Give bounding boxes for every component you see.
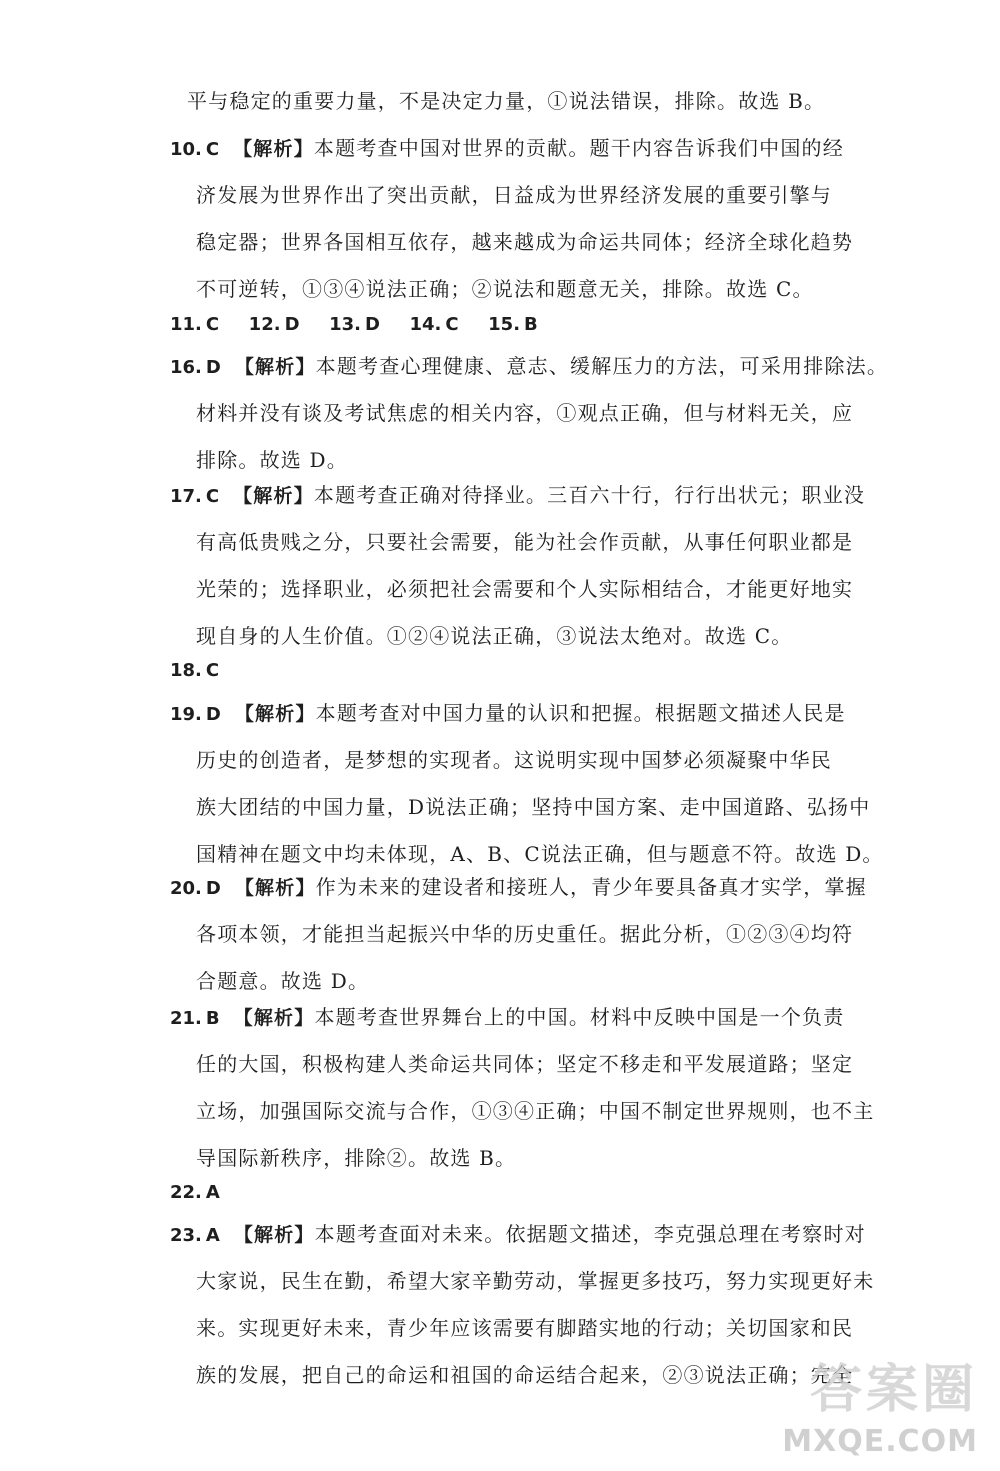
analysis-tag: 【解析】: [233, 485, 314, 507]
answer-letter: D: [284, 314, 300, 335]
text-line: [170, 482, 865, 510]
analysis-tag: 【解析】: [234, 877, 316, 899]
question-number: 20.: [170, 878, 202, 899]
analysis-tag: 【解析】: [233, 1224, 315, 1246]
short-answer: [409, 311, 458, 335]
text-line: [170, 874, 867, 902]
question-number: 22.: [170, 1182, 202, 1203]
analysis-text: 本题考查正确对待择业。三百六十行，行行出状元；职业没: [313, 483, 866, 507]
short-answers-line: [170, 310, 560, 338]
question-number: 14.: [409, 314, 442, 335]
answer-letter: B: [205, 1008, 220, 1029]
answer-letter: D: [205, 704, 221, 725]
text-line: 历史的创造者，是梦想的实现者。这说明实现中国梦必须凝聚中华民: [196, 748, 832, 772]
text-line: 各项本领，才能担当起振兴中华的历史重任。据此分析，①②③④均符: [196, 922, 854, 946]
short-answer: [249, 311, 300, 335]
question-number: 10.: [170, 139, 202, 160]
question-number: 21.: [170, 1008, 202, 1029]
text-line: [170, 1004, 844, 1032]
analysis-tag: 【解析】: [233, 138, 314, 160]
question-number: 18.: [170, 660, 202, 681]
answer-letter: D: [205, 357, 221, 378]
question-number: 23.: [170, 1225, 202, 1246]
short-answer: [488, 311, 538, 335]
answer-letter: C: [445, 314, 459, 335]
analysis-text: 本题考查心理健康、意志、缓解压力的方法，可采用排除法。: [315, 354, 889, 378]
analysis-tag: 【解析】: [233, 1007, 315, 1029]
text-line: 材料并没有谈及考试焦虑的相关内容，①观点正确，但与材料无关，应: [196, 401, 854, 425]
analysis-text: 作为未来的建设者和接班人，青少年要具备真才实学，掌握: [315, 875, 867, 899]
watermark-logo: 答案圈: [809, 1360, 978, 1420]
text-line: 有高低贵贱之分，只要社会需要，能为社会作贡献，从事任何职业都是: [196, 530, 854, 554]
text-line: 稳定器；世界各国相互依存，越来越成为命运共同体；经济全球化趋势: [196, 230, 854, 254]
text-line: [170, 135, 844, 163]
text-line: 立场，加强国际交流与合作，①③④正确；中国不制定世界规则，也不主: [196, 1099, 875, 1123]
question-number: 16.: [170, 357, 202, 378]
text-line: [170, 1221, 866, 1249]
analysis-text: 本题考查世界舞台上的中国。材料中反映中国是一个负责: [314, 1005, 845, 1029]
text-line: 来。实现更好未来，青少年应该需要有脚踏实地的行动；关切国家和民: [196, 1316, 854, 1340]
question-number: 12.: [248, 314, 281, 335]
text-line: [170, 700, 846, 728]
text-line: 排除。故选 D。: [196, 448, 348, 472]
text-line: 光荣的；选择职业，必须把社会需要和个人实际相结合，才能更好地实: [196, 577, 854, 601]
text-line: 国精神在题文中均未体现，A、B、C说法正确，但与题意不符。故选 D。: [196, 842, 884, 866]
answer-letter: C: [205, 486, 220, 507]
question-number: 13.: [329, 314, 361, 335]
text-line: 平与稳定的重要力量，不是决定力量，①说法错误，排除。故选 B。: [187, 89, 826, 113]
answer-letter: C: [205, 139, 220, 160]
text-line: [170, 353, 888, 381]
answer-letter: A: [205, 1182, 220, 1203]
analysis-tag: 【解析】: [234, 703, 316, 725]
answer-letter: B: [524, 314, 538, 335]
short-answer: [329, 311, 380, 335]
analysis-text: 本题考查面对未来。依据题文描述，李克强总理在考察时对: [314, 1222, 866, 1246]
analysis-text: 本题考查中国对世界的贡献。题干内容告诉我们中国的经: [313, 136, 844, 160]
watermark: [782, 1347, 978, 1459]
answer-letter: C: [205, 660, 220, 681]
text-line: 济发展为世界作出了突出贡献，日益成为世界经济发展的重要引擎与: [196, 183, 832, 207]
answer-letter: A: [205, 1225, 220, 1246]
analysis-text: 本题考查对中国力量的认识和把握。根据题文描述人民是: [315, 701, 846, 725]
text-line: 合题意。故选 D。: [196, 969, 370, 993]
text-line: 族大团结的中国力量，D说法正确；坚持中国方案、走中国道路、弘扬中: [196, 795, 871, 819]
answer-letter: D: [364, 314, 380, 335]
question-number: 11.: [170, 314, 202, 335]
text-line: 族的发展，把自己的命运和祖国的命运结合起来，②③说法正确；完全: [196, 1363, 854, 1387]
text-line: [170, 1178, 234, 1206]
text-line: 大家说，民生在勤，希望大家辛勤劳动，掌握更多技巧，努力实现更好未: [196, 1269, 875, 1293]
watermark-site: MXQE.COM: [782, 1424, 978, 1459]
text-line: [170, 656, 233, 684]
text-line: 任的大国，积极构建人类命运共同体；坚定不移走和平发展道路；坚定: [196, 1052, 854, 1076]
question-number: 17.: [170, 486, 202, 507]
short-answer: [170, 311, 219, 335]
text-line: 不可逆转，①③④说法正确；②说法和题意无关，排除。故选 C。: [196, 277, 814, 301]
question-number: 19.: [170, 704, 202, 725]
answer-letter: D: [205, 878, 221, 899]
question-number: 15.: [488, 314, 521, 335]
text-line: 现自身的人生价值。①②④说法正确，③说法太绝对。故选 C。: [196, 624, 793, 648]
analysis-tag: 【解析】: [234, 356, 316, 378]
answer-letter: C: [205, 314, 220, 335]
text-line: 导国际新秩序，排除②。故选 B。: [196, 1146, 517, 1170]
